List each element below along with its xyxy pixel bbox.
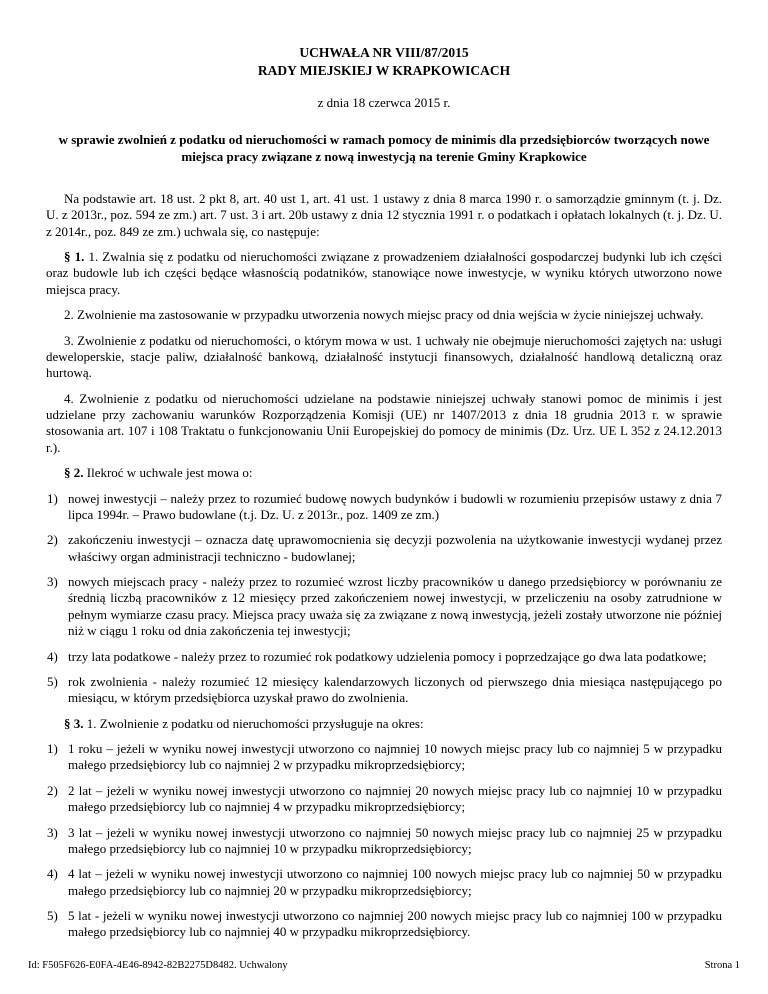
- paragraph-text: 1. Zwolnienie z podatku od nieruchomości przysługuje na okres:: [83, 715, 424, 731]
- list-item: [46, 825, 722, 858]
- list-item-marker: 2): [47, 782, 58, 798]
- section-marker: § 2.: [64, 465, 84, 481]
- paragraph: [46, 249, 722, 298]
- document-footer: [28, 959, 740, 972]
- paragraph: [46, 333, 722, 382]
- list-item-marker: 3): [47, 574, 58, 590]
- list-item-text: 5 lat - jeżeli w wyniku nowej inwestycji utworzono co najmniej 200 nowych miejsc pracy lub co najmniej 100 w przypadku małego przedsiębiorcy lub co najmniej 40 w przypadku mikroprzedsiębiorcy.: [68, 908, 722, 940]
- document-id: Id: F505F626-E0FA-4E46-8942-82B2275D8482. Uchwalony: [28, 959, 288, 971]
- paragraph-text: Na podstawie art. 18 ust. 2 pkt 8, art. 40 ust 1, art. 41 ust. 1 ustawy z dnia 8 marca 1990 r. o samorządzie gminnym (t. j. Dz. U. z 2013r., poz. 594 ze zm.) art. 7 ust. 3 i art. 20b ustawy z dnia 12 stycznia 1991 r. o podatkach i opłatach lokalnych (t. j. Dz. U. z 2014r., poz. 849 ze zm.) uchwala się, co następuje:: [46, 190, 722, 239]
- list-item-marker: 3): [47, 824, 58, 840]
- list-item-text: 1 roku – jeżeli w wyniku nowej inwestycji utworzono co najmniej 10 nowych miejsc pracy lub co najmniej 5 w przypadku małego przedsiębiorcy lub co najmniej 2 w przypadku mikroprzedsiębiorcy;: [68, 741, 722, 773]
- resolution-subject: w sprawie zwolnień z podatku od nieruchomości w ramach pomocy de minimis dla przedsiębiorców tworzących nowe miejsca pracy związane z nową inwestycją na terenie Gminy Krapkowice: [58, 131, 710, 165]
- list-item-text: 2 lat – jeżeli w wyniku nowej inwestycji utworzono co najmniej 20 nowych miejsc pracy lub co najmniej 10 w przypadku małego przedsiębiorcy lub co najmniej 4 w przypadku mikroprzedsiębiorcy;: [68, 782, 722, 815]
- section-marker: § 1.: [64, 249, 85, 265]
- issuing-council: RADY MIEJSKIEJ W KRAPKOWICACH: [257, 63, 511, 79]
- paragraph: [46, 465, 722, 481]
- paragraph-text: 2. Zwolnienie ma zastosowanie w przypadku utworzenia nowych miejsc pracy od dnia wejścia w życie niniejszej uchwały.: [64, 307, 704, 323]
- page-number: Strona 1: [704, 959, 740, 971]
- paragraph-text: 1. Zwalnia się z podatku od nieruchomości związane z prowadzeniem działalności gospodarczej budynki lub ich części oraz budowle lub ich części będące własnością podatników, stanowiące nowe inwestycje, w wyniku których utworzono nowe miejsca pracy.: [46, 249, 723, 297]
- list-item: [46, 866, 722, 899]
- paragraph: [46, 191, 722, 240]
- list-item-text: zakończeniu inwestycji – oznacza datę uprawomocnienia się decyzji pozwolenia na użytkowanie inwestycji wydanej przez właściwy organ administracji techniczno - budowlanej;: [68, 532, 722, 564]
- list-item-text: nowych miejscach pracy - należy przez to rozumieć wzrost liczby pracowników u danego przedsiębiorcy w porównaniu ze średnią liczbą pracowników z 12 miesięcy przed zakończeniem nowej inwestycji, w przeliczeniu na osoby zatrudnione w pełnym wymiarze czasu pracy. Miejsca pracy uważa się za związane z nową inwestycją, jeżeli zostały utworzone nie później niż w ciągu 1 roku od dnia zakończenia tej inwestycji;: [68, 574, 722, 639]
- list-item-marker: 2): [47, 532, 58, 548]
- list-item-text: trzy lata podatkowe - należy przez to rozumieć rok podatkowy udzielenia pomocy i poprzedzające go dwa lata podatkowe;: [68, 648, 707, 664]
- resolution-number: UCHWAŁA NR VIII/87/2015: [299, 45, 469, 60]
- list-item-text: 3 lat – jeżeli w wyniku nowej inwestycji utworzono co najmniej 50 nowych miejsc pracy lub co najmniej 25 w przypadku małego przedsiębiorcy lub co najmniej 10 w przypadku mikroprzedsiębiorcy;: [68, 824, 722, 856]
- list-item-marker: 5): [47, 908, 58, 924]
- resolution-date: z dnia 18 czerwca 2015 r.: [317, 95, 451, 111]
- list-item: [46, 649, 722, 665]
- list-item-text: rok zwolnienia - należy rozumieć 12 miesięcy kalendarzowych liczonych od pierwszego dnia miesiąca następującego po miesiącu, w którym przedsiębiorca uzyskał prawo do zwolnienia.: [68, 673, 722, 706]
- paragraph-text: Ilekroć w uchwale jest mowa o:: [83, 465, 253, 481]
- paragraph: [46, 391, 722, 457]
- resolution-number-title: [46, 44, 722, 80]
- paragraph-text: 4. Zwolnienie z podatku od nieruchomości udzielane na podstawie niniejszej uchwały stanowi pomoc de minimis i jest udzielane przy zachowaniu warunków Rozporządzenia Komisji (UE) nr 1407/2013 z dnia 18 grudnia 2013 r. w sprawie stosowania art. 107 i 108 Traktatu o funkcjonowaniu Unii Europejskiej do pomocy de minimis (Dz. Urz. UE L 352 z 24.12.2013 r.).: [46, 390, 722, 455]
- section-marker: § 3.: [64, 715, 84, 731]
- list-item-marker: 4): [47, 648, 58, 664]
- list-item: [46, 674, 722, 707]
- list-item: [46, 741, 722, 774]
- list-item-text: 4 lat – jeżeli w wyniku nowej inwestycji utworzono co najmniej 100 nowych miejsc pracy lub co najmniej 50 w przypadku małego przedsiębiorcy lub co najmniej 20 w przypadku mikroprzedsiębiorcy;: [68, 866, 722, 898]
- document-header: [46, 44, 722, 166]
- list-item: [46, 491, 722, 524]
- list-item: [46, 532, 722, 565]
- list-item: [46, 908, 722, 941]
- list-item-marker: 4): [47, 866, 58, 882]
- paragraph-text: 3. Zwolnienie z podatku od nieruchomości, o którym mowa w ust. 1 uchwały nie obejmuje nieruchomości zajętych na: usługi deweloperskie, stacje paliw, działalność bankową, działalność instytucji finansowych, działalność handlową detaliczną oraz hurtową.: [46, 332, 722, 381]
- list-item: [46, 783, 722, 816]
- list-item: [46, 574, 722, 640]
- list-item-marker: 5): [47, 673, 58, 689]
- list-item-text: nowej inwestycji – należy przez to rozumieć budowę nowych budynków i budowli w rozumieniu przepisów ustawy z dnia 7 lipca 1994r. – Prawo budowlane (t.j. Dz. U. z 2013r., poz. 1409 ze zm.): [68, 490, 722, 522]
- list-item-marker: 1): [47, 490, 58, 506]
- paragraph: [46, 307, 722, 323]
- document-body: [46, 191, 722, 941]
- paragraph: [46, 716, 722, 732]
- list-item-marker: 1): [47, 741, 58, 757]
